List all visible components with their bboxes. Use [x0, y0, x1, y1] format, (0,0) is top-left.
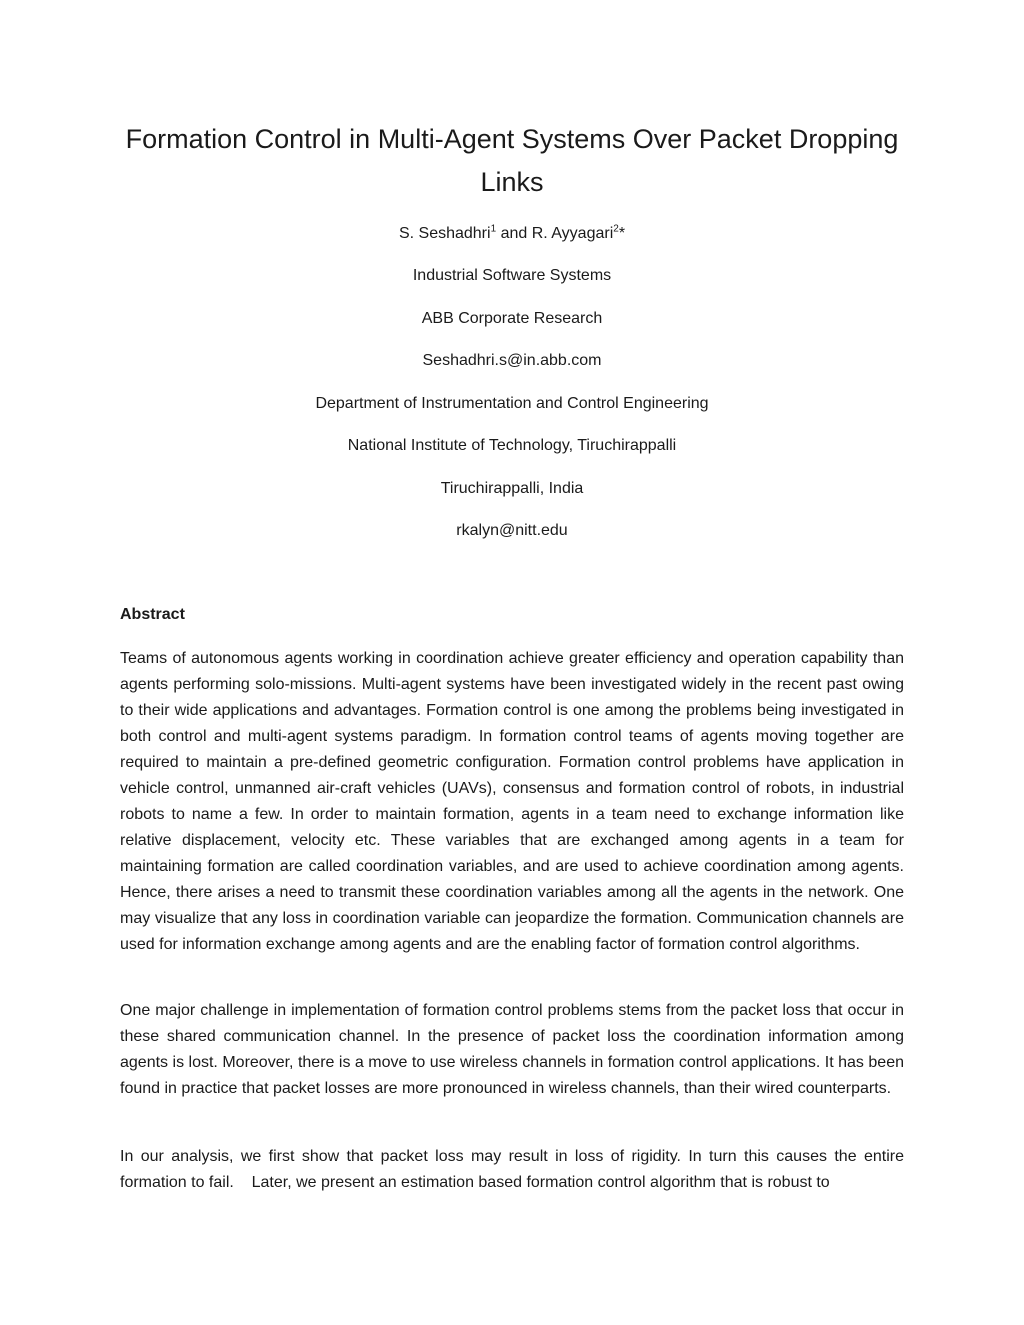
abstract-paragraph-2: One major challenge in implementation of formation control problems stems from the packet loss that occur in these shared communication channel. In the presence of packet loss the coordination information among agents is lost. Moreover, there is a move to use wireless channels in formation control applications. It has been found in practice that packet losses are more pronounced in wireless channels, than their wired counterparts. [120, 1002, 904, 1097]
author-1-superscript: 1 [490, 223, 497, 235]
abstract-paragraph-1: Teams of autonomous agents working in coordination achieve greater efficiency and operation capability than agents performing solo-missions. Multi-agent systems have been investigated widely in the recent past owing to their wide applications and advantages. Formation control is one among the problems being investigated in both control and multi-agent systems paradigm. In formation control teams of agents moving together are required to maintain a pre-defined geometric configuration. Formation control problems have application in vehicle control, unmanned air-craft vehicles (UAVs), consensus and formation control of robots, in industrial robots to name a few. In order to maintain formation, agents in a team need to exchange information like relative displacement, velocity etc. These variables that are exchanged among agents in a team for maintaining formation are called coordination variables, and are used to achieve coordination among agents. Hence, there arises a need to transmit these coordination variables among all the agents in the network. One may visualize that any loss in coordination variable can jeopardize the formation. Communication channels are used for information exchange among agents and are the enabling factor of formation control algorithms. [120, 650, 904, 953]
author-connector: and [496, 225, 532, 242]
author-2-email: rkalyn@nitt.edu [456, 522, 568, 539]
paper-title: Formation Control in Multi-Agent Systems Over Packet Dropping Links [125, 124, 899, 197]
author-2-superscript: 2 [613, 223, 619, 235]
author-1-name: S. Seshadhri [398, 225, 491, 242]
affiliation-company: ABB Corporate Research [421, 310, 603, 327]
affiliation-division: Industrial Software Systems [412, 267, 612, 284]
abstract-heading: Abstract [120, 606, 185, 623]
corresponding-author-mark: * [618, 225, 626, 242]
author-2-name: R. Ayyagari [531, 225, 614, 242]
author-line [120, 224, 904, 244]
author-1-email: Seshadhri.s@in.abb.com [422, 352, 602, 369]
affiliation-location: Tiruchirappalli, India [440, 480, 584, 497]
abstract-paragraph-3: In our analysis, we first show that packet loss may result in loss of rigidity. In turn this causes the entire formation to fail. Later, we present an estimation based formation control algorithm that is robust to [120, 1148, 909, 1191]
affiliation-department: Department of Instrumentation and Control Engineering [315, 395, 709, 412]
affiliation-institute: National Institute of Technology, Tiruchirappalli [347, 437, 677, 454]
